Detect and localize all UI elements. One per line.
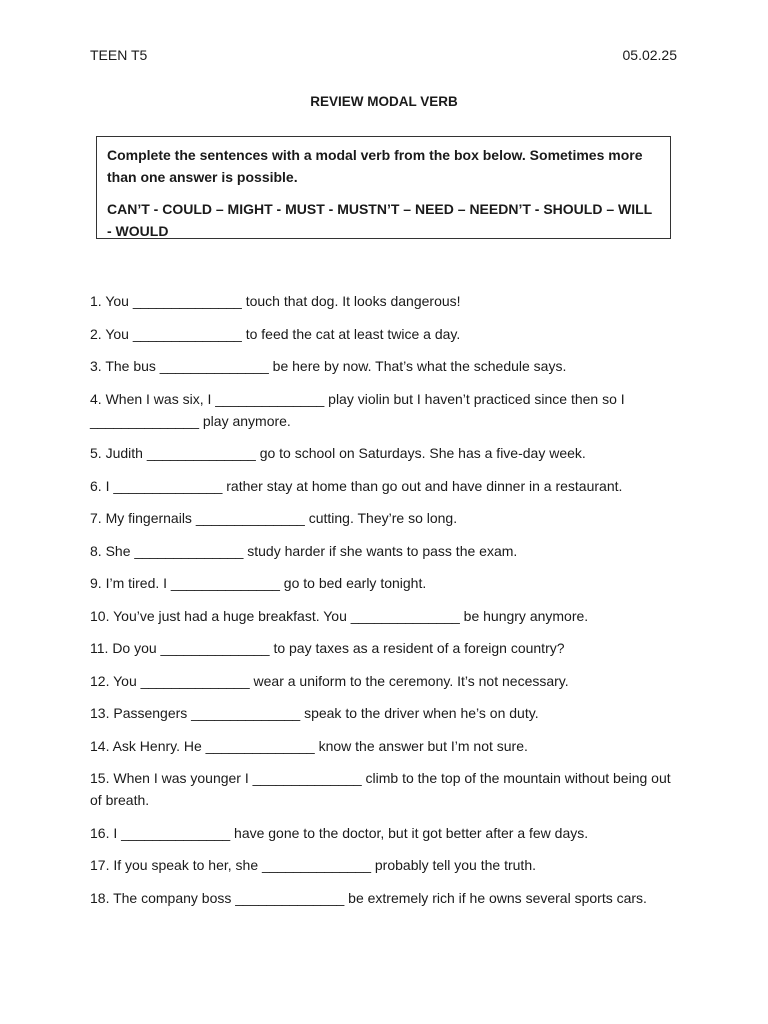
exercise-item: 7. My fingernails ______________ cutting. They’re so long. bbox=[90, 510, 458, 526]
class-label: TEEN T5 bbox=[90, 47, 148, 63]
exercise-item: 4. When I was six, I ______________ play violin but I haven’t practiced since then so I ______________ play anymore. bbox=[90, 390, 625, 429]
exercise-item: 1. You ______________ touch that dog. It looks dangerous! bbox=[90, 293, 461, 309]
exercise-item: 15. When I was younger I ______________ climb to the top of the mountain without being out of breath. bbox=[90, 770, 671, 808]
exercise-item: 8. She ______________ study harder if she wants to pass the exam. bbox=[90, 542, 518, 559]
exercise-item: 2. You ______________ to feed the cat at least twice a day. bbox=[90, 325, 461, 342]
exercise-item: 10. You’ve just had a huge breakfast. You ______________ be hungry anymore. bbox=[90, 607, 589, 624]
exercise-item: 13. Passengers ______________ speak to the driver when he’s on duty. bbox=[90, 705, 539, 721]
modal-verb-list: CAN’T - COULD – MIGHT - MUST - MUSTN’T – NEED – NEEDN’T - SHOULD – WILL - WOULD bbox=[107, 201, 652, 239]
exercise-item: 14. Ask Henry. He ______________ know the answer but I’m not sure. bbox=[90, 737, 528, 754]
exercise-item: 12. You ______________ wear a uniform to the ceremony. It’s not necessary. bbox=[90, 672, 569, 689]
exercise-item: 17. If you speak to her, she ______________ probably tell you the truth. bbox=[90, 857, 536, 873]
exercise-item: 16. I ______________ have gone to the doctor, but it got better after a few days. bbox=[90, 824, 589, 841]
exercise-item: 6. I ______________ rather stay at home than go out and have dinner in a restaurant. bbox=[90, 477, 623, 494]
exercise-item: 11. Do you ______________ to pay taxes as a resident of a foreign country? bbox=[90, 640, 565, 656]
exercise-list bbox=[90, 290, 680, 919]
date-label: 05.02.25 bbox=[622, 47, 677, 63]
exercise-item: 18. The company boss ______________ be extremely rich if he owns several sports cars. bbox=[90, 889, 647, 906]
exercise-item: 9. I’m tired. I ______________ go to bed early tonight. bbox=[90, 575, 427, 591]
exercise-item: 5. Judith ______________ go to school on Saturdays. She has a five-day week. bbox=[90, 445, 586, 461]
exercise-item: 3. The bus ______________ be here by now. That’s what the schedule says. bbox=[90, 358, 567, 374]
page-title: REVIEW MODAL VERB bbox=[310, 94, 458, 109]
instructions-box bbox=[96, 136, 671, 239]
instructions-text: Complete the sentences with a modal verb from the box below. Sometimes more than one answer is possible. bbox=[107, 147, 643, 185]
